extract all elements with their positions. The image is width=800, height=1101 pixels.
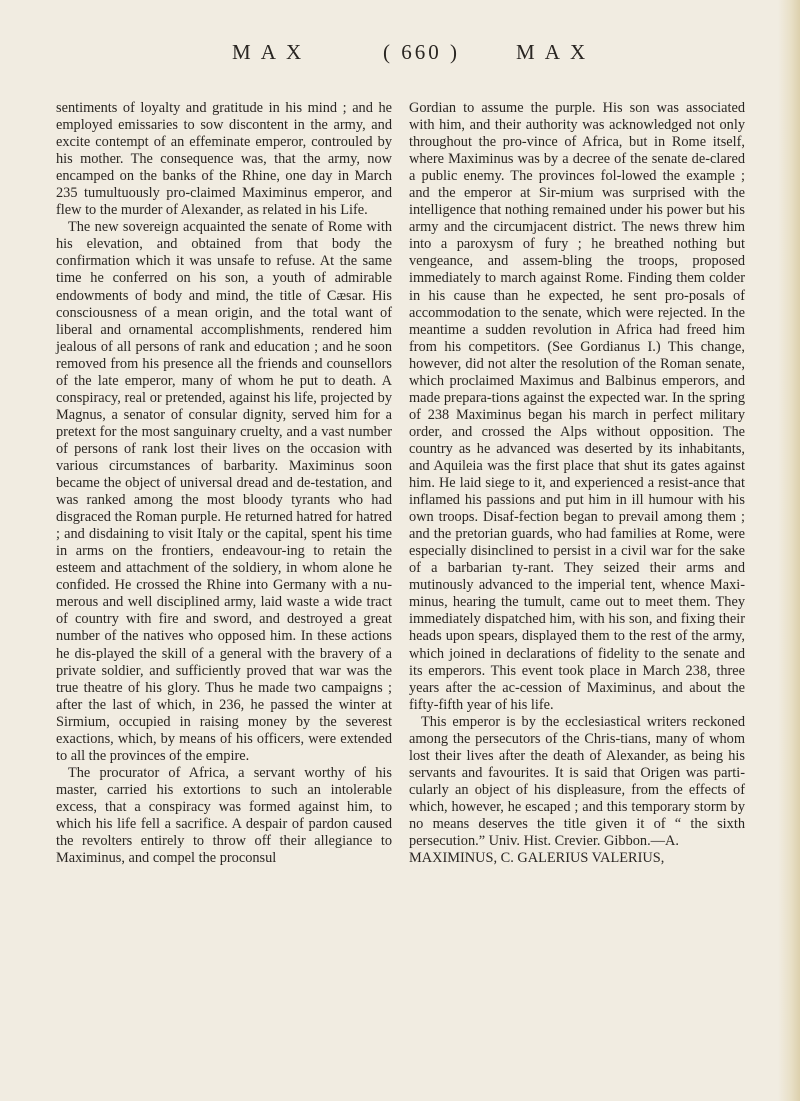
left-column xyxy=(56,100,392,867)
paragraph: This emperor is by the ecclesiastical writers reckoned among the persecutors of the Chris-tians, many of whom lost their lives after the death of Alexander, as being his servants and favourites. It is said that Origen was parti-cularly an object of his displeasure, from the effects of which, however, he escaped ; and this temporary storm by no means deserves the title given it of “ the sixth persecution.” Univ. Hist. Crevier. Gibbon.—A. xyxy=(409,713,745,850)
page-edge xyxy=(778,0,800,1101)
paragraph-continued: Gordian to assume the purple. His son was associated with him, and their authority was acknowledged not only throughout the pro-vince of Africa, but in Rome itself, where Maximinus was by a decree of the senate de-clared a public enemy. The provinces fol-lowed the example ; and the emperor at Sir-mium was surprised with the intelligence that nothing remained under his power but his army and the circumjacent district. The news threw him into a paroxysm of fury ; he breathed nothing but vengeance, and assem-bling the troops, proposed immediately to march against Rome. Finding them colder in his cause than he expected, he sent pro-posals of accommodation to the senate, which were rejected. In the meantime a sudden revolution in Africa had freed him from his competitors. (See Gordianus I.) This change, however, did not alter the resolution of the Roman senate, which proclaimed Maximus and Balbinus emperors, and made prepara-tions against the expected war. In the spring of 238 Maximinus began his march in perfect military order, and crossed the Alps without opposition. The country as he advanced was deserted by its inhabitants, and Aquileia was the first place that shut its gates against him. He laid siege to it, and experienced a resist-ance that inflamed his passions and put him in ill humour with his own troops. Disaf-fection began to prevail among them ; and the pretorian guards, who had families at Rome, were especially disinclined to persist in a civil war for the sake of a barbarian ty-rant. They seized their arms and mutinously advanced to the imperial tent, whence Maxi-minus, hearing the tumult, came out to meet them. They immediately dispatched him, with his son, and fixing their heads upon spears, displayed them to the rest of the army, which joined in declarations of fidelity to the senate and its emperors. This event took place in March 238, three years after the ac-cession of Maximinus, and about the fifty-fifth year of his life. xyxy=(409,100,745,713)
next-entry-heading: MAXIMINUS, C. GALERIUS VALERIUS, xyxy=(409,850,665,867)
header-right-word: M A X xyxy=(516,40,589,64)
right-column xyxy=(409,100,745,867)
paragraph-continued: sentiments of loyalty and gratitude in his mind ; and he employed emissaries to sow discontent in the army, and excite contempt of an effeminate emperor, controuled by his mother. The consequence was, that the army, now encamped on the banks of the Rhine, one day in March 235 tumultuously pro-claimed Maximinus emperor, and flew to the murder of Alexander, as related in his Life. xyxy=(56,100,392,219)
running-header xyxy=(0,40,800,80)
paragraph: The new sovereign acquainted the senate of Rome with his elevation, and obtained from that body the confirmation which it was unsafe to refuse. At the same time he conferred on his son, a youth of admirable endowments of body and mind, the title of Cæsar. His consciousness of a mean origin, and the total want of liberal and ornamental accomplishments, rendered him jealous of all persons of rank and education ; and he soon removed from his presence all the friends and counsellors of the late emperor, many of whom he put to death. A conspiracy, real or pretended, against his life, projected by Magnus, a senator of consular dignity, served him for a pretext for the most sanguinary cruelty, and a vast number of persons of rank lost their lives on the occasion with various circumstances of barbarity. Maximinus soon became the object of universal dread and de-testation, and was ranked among the most bloody tyrants who had disgraced the Roman purple. He returned hatred for hatred ; and disdaining to visit Italy or the capital, spent his time in arms on the frontiers, endeavour-ing to retain the esteem and attachment of the soldiery, in whom alone he confided. He crossed the Rhine into Germany with a nu-merous and well disciplined army, laid waste a wide tract of country with fire and sword, and destroyed a great number of the natives who opposed him. In these actions he dis-played the skill of a general with the bravery of a private soldier, and sufficiently proved that war was the true theatre of his glory. Thus he made two campaigns ; after the last of which, in 236, he passed the winter at Sirmium, occupied in raising money by the severest exactions, which, by means of his officers, were extended to all the provinces of the empire. xyxy=(56,219,392,764)
paragraph: The procurator of Africa, a servant worthy of his master, carried his extortions to such an intolerable excess, that a conspiracy was formed against him, to which his life fell a sacrifice. A despair of pardon caused the revolters entirely to throw off their allegiance to Maximinus, and compel the proconsul xyxy=(56,764,392,867)
header-left-word: M A X xyxy=(232,40,305,64)
page-number: ( 660 ) xyxy=(383,40,460,64)
